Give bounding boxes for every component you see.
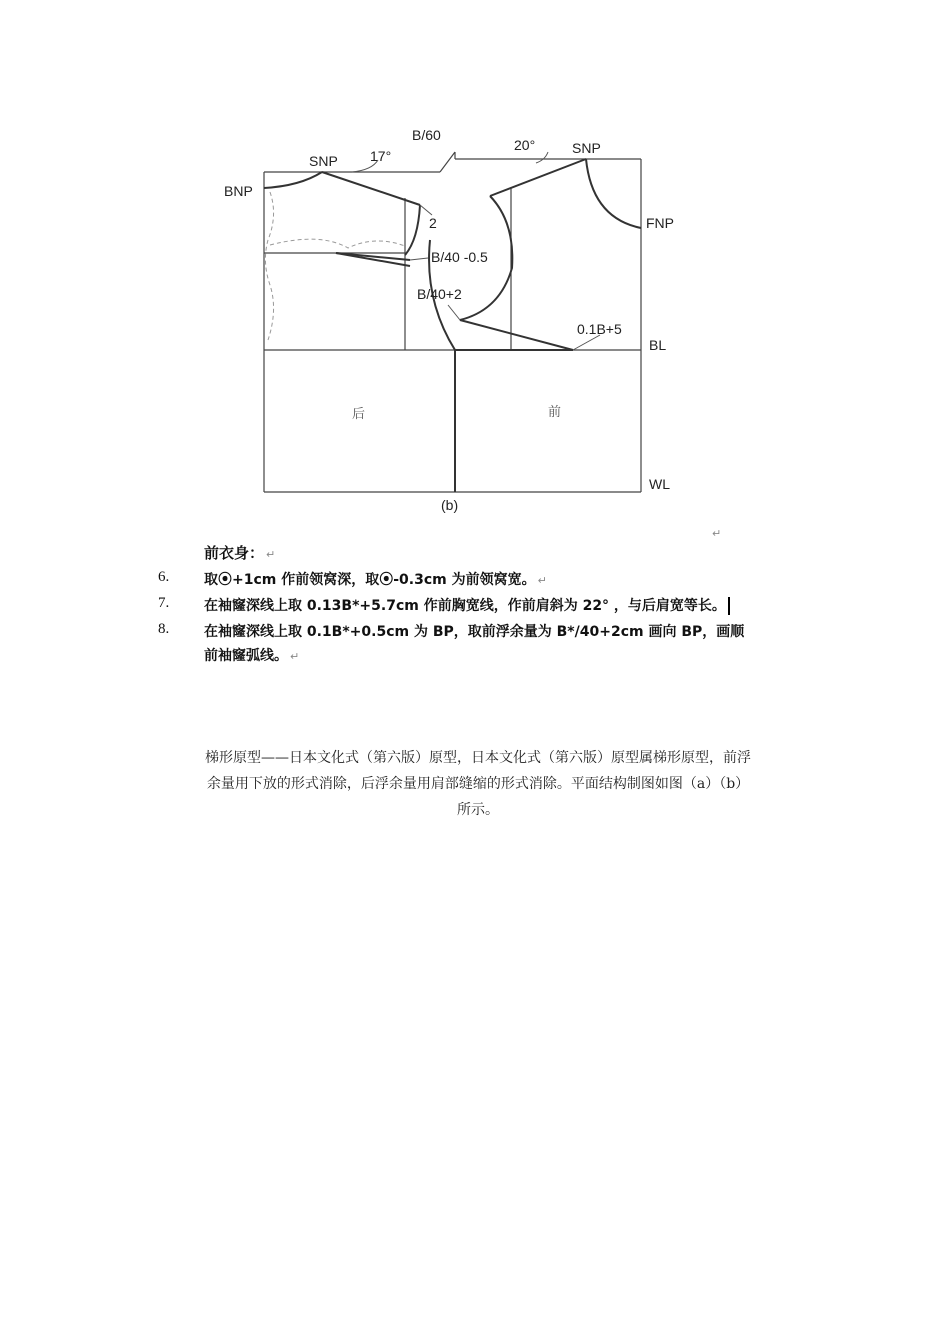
step-text-content: 在袖窿深线上取 0.1B*+0.5cm 为 BP，取前浮余量为 B*/40+2cm 画向 BP，画顺 [204,624,745,640]
paragraph-line-1: 梯形原型——日本文化式（第六版）原型，日本文化式（第六版）原型属梯形原型，前浮 [205,750,751,766]
front-armhole [460,196,573,350]
pattern-diagram [0,0,950,540]
step-text [204,569,547,589]
description-paragraph [148,745,808,823]
label-fnp: FNP [646,215,674,231]
return-mark: ↵ [266,548,276,561]
step-number: 6. [158,569,170,585]
angle20-arc [536,152,548,163]
text-cursor [728,597,730,615]
front-neckline [586,159,641,228]
pointer-b40m [410,258,428,260]
label-b60: B/60 [412,127,441,143]
step-text-content: 取⦿+1cm 作前领窝深，取⦿-0.3cm 为前领窝宽。 [204,572,536,588]
label-front: 前 [548,405,562,420]
paragraph-line-2: 余量用下放的形式消除，后浮余量用肩部缝缩的形式消除。平面结构制图如图（a）（b） [206,776,750,792]
label-snp-back: SNP [309,153,338,169]
b60-step-a [440,152,455,172]
pointer-01b [573,335,600,350]
front-shoulder [490,159,586,196]
return-mark: ↵ [290,650,300,663]
step-text [204,595,730,615]
front-body-heading [204,542,275,563]
back-dashed-dart [270,239,405,248]
paragraph-line-3: 所示。 [457,802,499,818]
return-mark: ↵ [537,574,547,587]
label-bl: BL [649,337,667,353]
pointer-2 [420,205,432,215]
step-text-content-2: 前袖窿弧线。 [204,648,288,664]
back-armhole-top [405,205,420,255]
step-number: 7. [158,595,170,611]
dashed-guides [265,192,405,340]
label-bnp: BNP [224,183,253,199]
back-dashed-curve [265,192,273,340]
label-wl: WL [649,476,670,492]
label-b40-minus: B/40 -0.5 [431,249,488,265]
return-mark: ↵ [712,528,722,540]
label-01b5: 0.1B+5 [577,321,622,337]
front-body-heading-text: 前衣身： [204,544,265,562]
label-2: 2 [429,215,437,231]
label-20deg: 20° [514,137,536,153]
step-text-content: 在袖窿深线上取 0.13B*+5.7cm 作前胸宽线，作前肩斜为 22° ，与后肩宽等长。 [204,598,726,614]
figure-caption: (b) [441,497,459,513]
step-text [204,621,744,641]
back-neckline [264,172,322,188]
label-snp-front: SNP [572,140,601,156]
label-b40-plus: B/40+2 [417,286,462,302]
back-shoulder [322,172,420,205]
label-back: 后 [352,407,366,422]
step-text-continued [204,645,299,665]
pointer-b40p [448,305,460,320]
label-17deg: 17° [370,148,392,164]
step-number: 8. [158,621,170,637]
